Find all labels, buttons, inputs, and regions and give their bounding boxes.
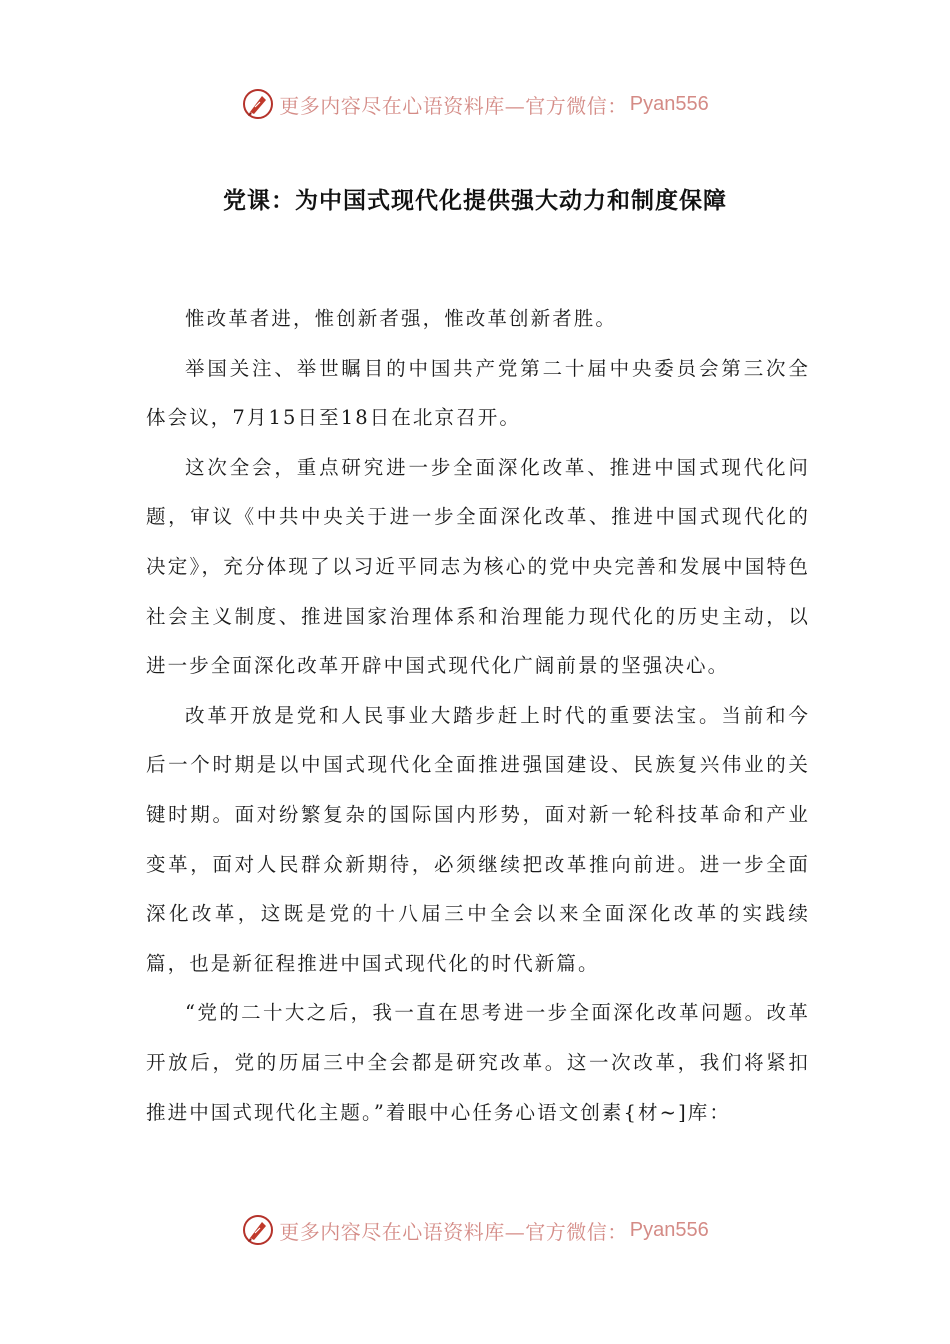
footer-banner xyxy=(0,1210,950,1250)
header-banner xyxy=(0,84,950,124)
banner-text: 更多内容尽在心语资料库—官方微信： xyxy=(279,1219,628,1244)
wechat-id: Pyan556 xyxy=(629,1218,709,1241)
page-title: 党课：为中国式现代化提供强大动力和制度保障 xyxy=(223,188,727,214)
paragraph: 这次全会，重点研究进一步全面深化改革、推进中国式现代化问题，审议《中共中央关于进一步全面深化改革、推进中国式现代化的决定》，充分体现了以习近平同志为核心的党中央完善和发展中国特色社会主义制度、推进国家治理体系和治理能力现代化的历史主动，以进一步全面深化改革开辟中国式现代化广阔前景的坚强决心。 xyxy=(146,455,810,678)
pen-nib-logo-icon xyxy=(241,1213,275,1247)
paragraph: 改革开放是党和人民事业大踏步赶上时代的重要法宝。当前和今后一个时期是以中国式现代化全面推进强国建设、民族复兴伟业的关键时期。面对纷繁复杂的国际国内形势，面对新一轮科技革命和产业变革，面对人民群众新期待，必须继续把改革推向前进。进一步全面深化改革，这既是党的十八届三中全会以来全面深化改革的实践续篇，也是新征程推进中国式现代化的时代新篇。 xyxy=(146,703,810,975)
wechat-id: Pyan556 xyxy=(629,92,709,115)
paragraph: 惟改革者进，惟创新者强，惟改革创新者胜。 xyxy=(185,307,618,330)
banner-text: 更多内容尽在心语资料库—官方微信： xyxy=(279,93,628,118)
pen-nib-logo-icon xyxy=(241,87,275,121)
document-body xyxy=(146,294,810,1137)
paragraph: 举国关注、举世瞩目的中国共产党第二十届中央委员会第三次全体会议，7月15日至18日在北京召开。 xyxy=(146,356,810,430)
paragraph: “党的二十大之后，我一直在思考进一步全面深化改革问题。改革开放后，党的历届三中全会都是研究改革。这一次改革，我们将紧扣推进中国式现代化主题。”着眼中心任务心语文创素{材~]库： xyxy=(146,1001,810,1124)
